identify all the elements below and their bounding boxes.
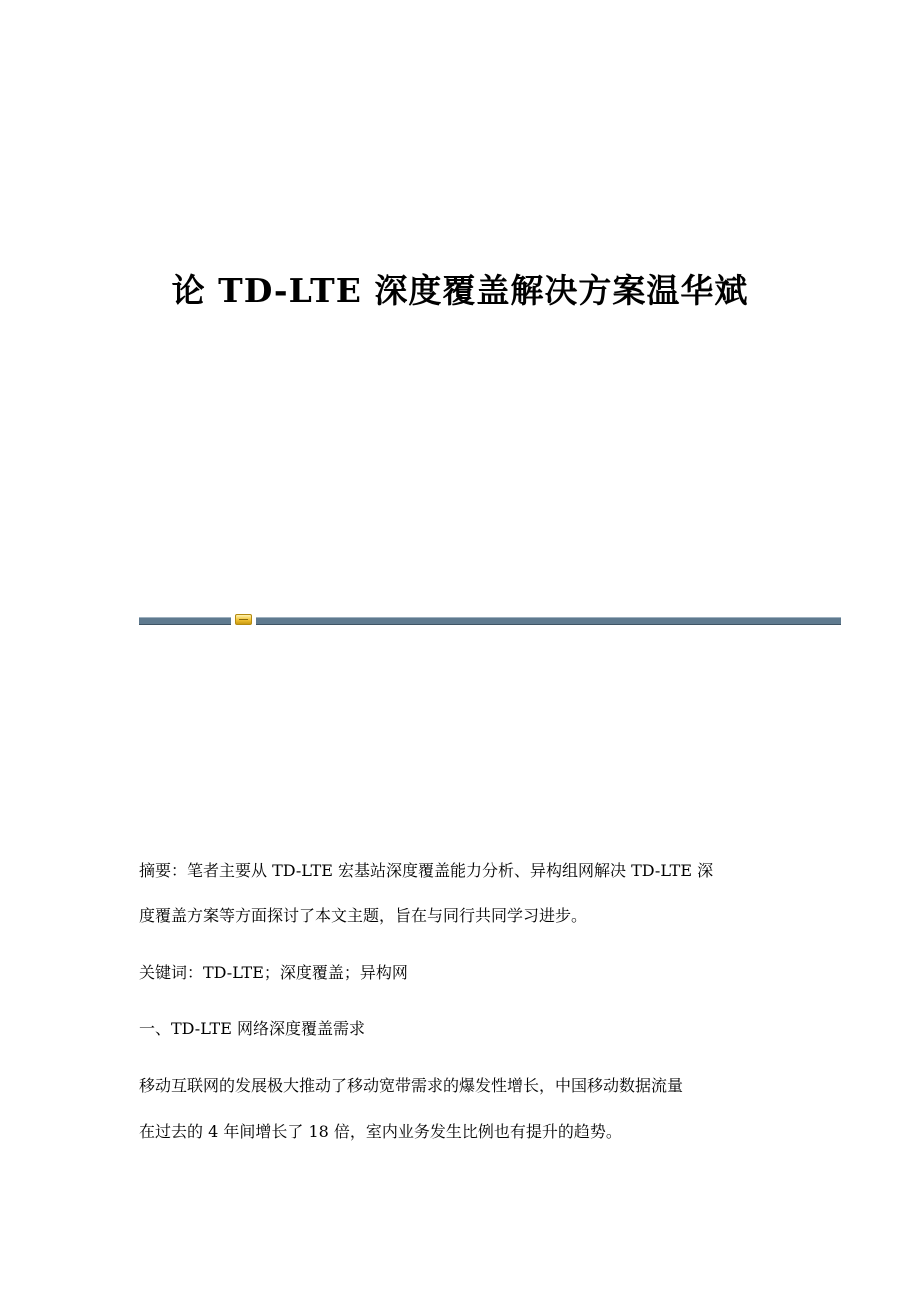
section-heading: 一、TD-LTE 网络深度覆盖需求 [139, 1019, 365, 1038]
divider-bar-right [256, 617, 841, 625]
abstract-line-2: 度覆盖方案等方面探讨了本文主题，旨在与同行共同学习进步。 [139, 906, 588, 925]
divider-ornament-icon [235, 614, 252, 625]
document-title: 论 TD-LTE 深度覆盖解决方案温华斌 [171, 271, 749, 310]
decorative-divider [139, 613, 841, 627]
divider-bar-left [139, 617, 231, 625]
body-line-2: 在过去的 4 年间增长了 18 倍，室内业务发生比例也有提升的趋势。 [139, 1122, 622, 1141]
abstract-line-1: 摘要：笔者主要从 TD-LTE 宏基站深度覆盖能力分析、异构组网解决 TD-LTE 深 [139, 861, 714, 880]
body-line-1: 移动互联网的发展极大推动了移动宽带需求的爆发性增长，中国移动数据流量 [139, 1076, 684, 1095]
keywords: 关键词：TD-LTE；深度覆盖；异构网 [139, 963, 408, 982]
